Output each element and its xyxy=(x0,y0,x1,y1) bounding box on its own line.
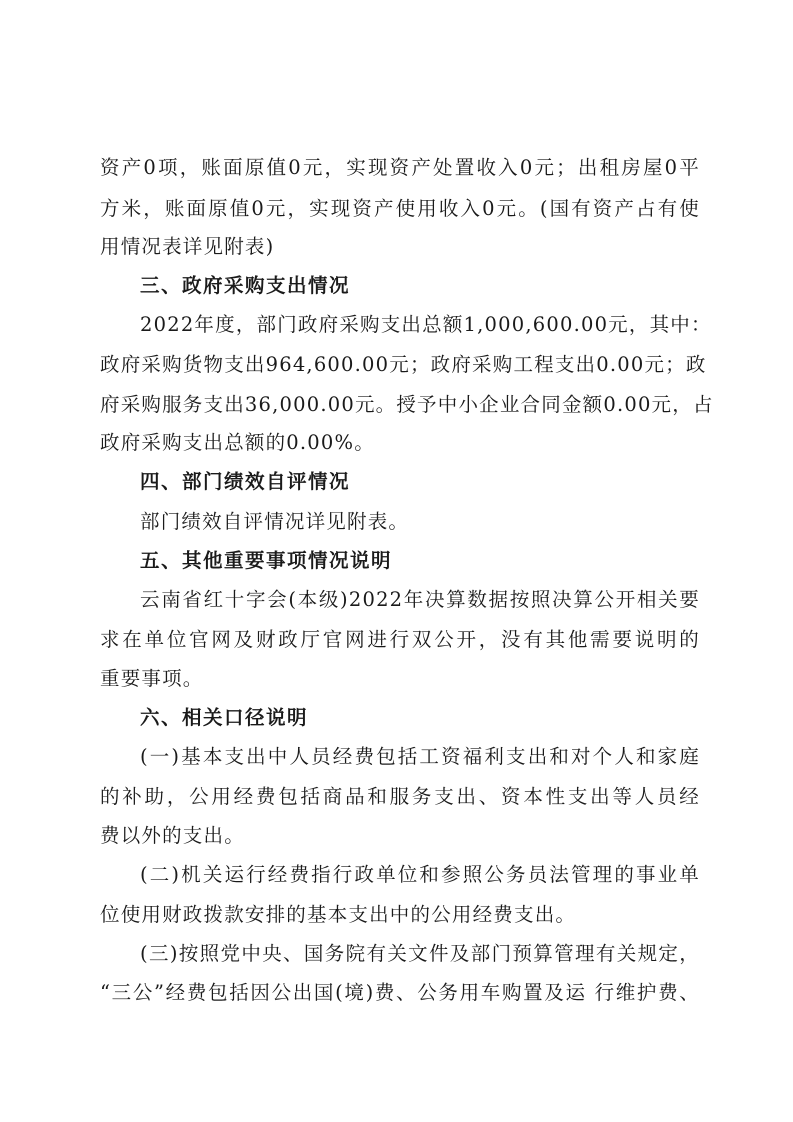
paragraph-line: 方米，账面原值0元，实现资产使用收入0元。(国有资产占有使 xyxy=(100,197,700,220)
paragraph-line: 部门绩效自评情况详见附表。 xyxy=(140,510,410,533)
paragraph-line: 资产0项，账面原值0元，实现资产处置收入0元；出租房屋0平 xyxy=(100,156,700,179)
paragraph-line: 位使用财政拨款安排的基本支出中的公用经费支出。 xyxy=(100,903,577,926)
paragraph-line: (一)基本支出中人员经费包括工资福利支出和对个人和家庭 xyxy=(140,745,700,768)
section-heading: 六、相关口径说明 xyxy=(140,706,309,729)
section-heading: 四、部门绩效自评情况 xyxy=(140,470,351,493)
paragraph-line: 的补助，公用经费包括商品和服务支出、资本性支出等人员经 xyxy=(100,785,700,808)
paragraph-line: 用情况表详见附表) xyxy=(100,235,275,258)
paragraph-line: (二)机关运行经费指行政单位和参照公务员法管理的事业单 xyxy=(140,863,700,886)
paragraph-line: 2022年度，部门政府采购支出总额1,000,600.00元，其中： xyxy=(140,313,712,336)
paragraph-line: (三)按照党中央、国务院有关文件及部门预算管理有关规定， xyxy=(140,942,700,965)
paragraph-line: 政府采购支出总额的0.00%。 xyxy=(100,431,375,454)
section-heading: 五、其他重要事项情况说明 xyxy=(140,549,393,572)
paragraph-line: 府采购服务支出36,000.00元。授予中小企业合同金额0.00元，占 xyxy=(100,393,714,416)
paragraph-line: 政府采购货物支出964,600.00元；政府采购工程支出0.00元；政 xyxy=(100,353,707,376)
paragraph-line: 重要事项。 xyxy=(100,667,204,690)
paragraph-line: 求在单位官网及财政厅官网进行双公开，没有其他需要说明的 xyxy=(100,628,700,651)
paragraph-line: 费以外的支出。 xyxy=(100,824,245,847)
section-heading: 三、政府采购支出情况 xyxy=(140,274,351,297)
paragraph-line: “三公”经费包括因公出国(境)费、公务用车购置及运 行维护费、 xyxy=(100,981,700,1004)
paragraph-line: 云南省红十字会(本级)2022年决算数据按照决算公开相关要 xyxy=(140,588,700,611)
